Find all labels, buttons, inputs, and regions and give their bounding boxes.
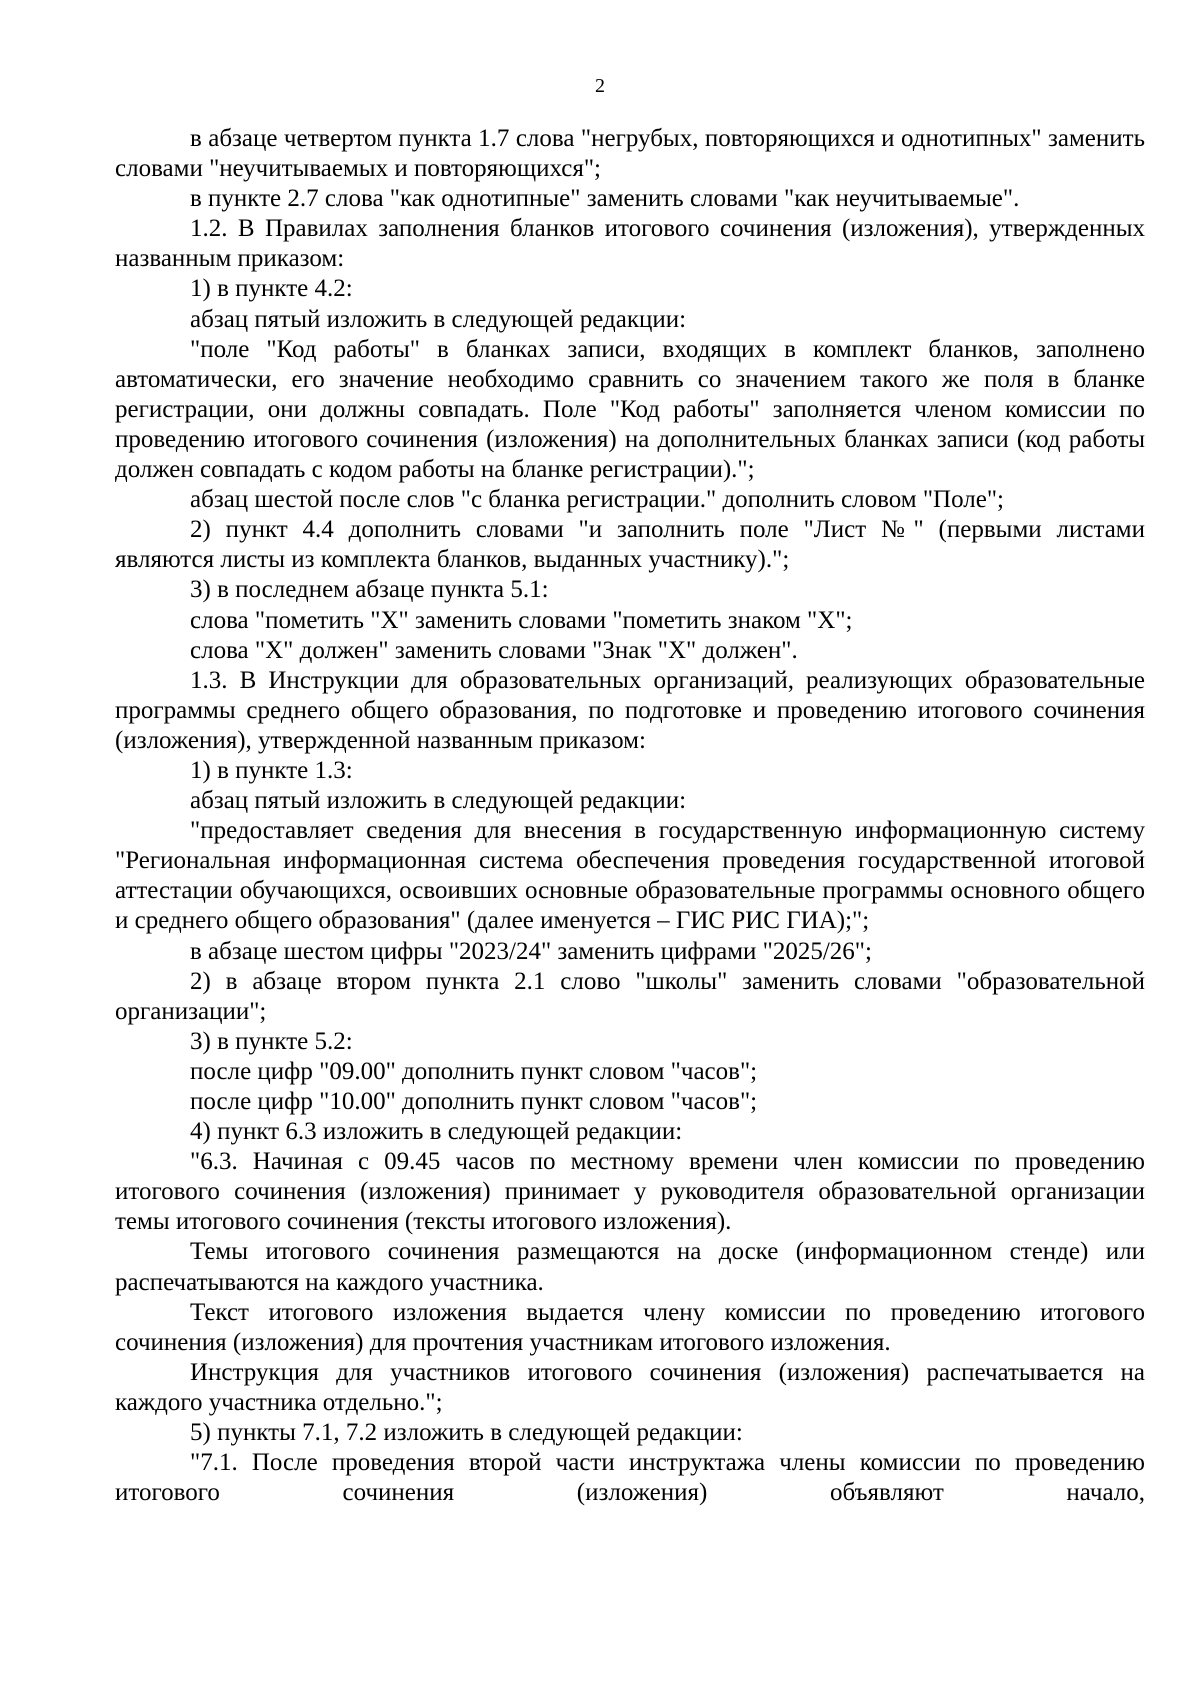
paragraph: "6.3. Начиная с 09.45 часов по местному времени член комиссии по проведению итогового сочинения (изложения) принимает у руководителя образовательной организации темы итогового сочинения (тексты итогового изложения). [115,1148,1145,1236]
paragraph: 1.2. В Правилах заполнения бланков итогового сочинения (изложения), утвержденных названным приказом: [115,215,1145,273]
paragraph: Инструкция для участников итогового сочинения (изложения) распечатывается на каждого участника отдельно."; [115,1358,1145,1416]
paragraph: 3) в последнем абзаце пункта 5.1: [190,576,549,604]
paragraph: после цифр "10.00" дополнить пункт словом "часов"; [190,1088,758,1115]
paragraph: 1) в пункте 4.2: [190,275,353,303]
paragraph: абзац шестой после слов "с бланка регистрации." дополнить словом "Поле"; [190,486,1004,514]
paragraph: 4) пункт 6.3 изложить в следующей редакции: [190,1118,683,1146]
paragraph: в абзаце четвертом пункта 1.7 слова "негрубых, повторяющихся и однотипных" заменить словами "неучитываемых и повторяющихся"; [115,125,1145,183]
paragraph: "поле "Код работы" в бланках записи, входящих в комплект бланков, заполнено автоматически, его значение необходимо сравнить со значением такого же поля в бланке регистрации, они должны совпадать. Поле "Код работы" заполняется членом комиссии по проведению итогового сочинения (изложения) на дополнительных бланках записи (код работы должен совпадать с кодом работы на бланке регистрации)."; [115,335,1145,484]
paragraph: "предоставляет сведения для внесения в государственную информационную систему "Региональная информационная система обеспечения проведения государственной итоговой аттестации обучающихся, освоивших основные образовательные программы основного общего и среднего общего образования" (далее именуется – ГИС РИС ГИА);"; [115,817,1145,935]
paragraph: абзац пятый изложить в следующей редакции: [190,305,687,333]
paragraph: 3) в пункте 5.2: [190,1027,353,1055]
paragraph: в абзаце шестом цифры "2023/24" заменить цифрами "2025/26"; [190,937,872,965]
page-number: 2 [595,75,605,97]
paragraph: Текст итогового изложения выдается члену комиссии по проведению итогового сочинения (изложения) для прочтения участникам итогового изложения. [115,1298,1145,1356]
paragraph: слова "пометить "X" заменить словами "пометить знаком "X"; [190,606,853,634]
paragraph: 2) в абзаце втором пункта 2.1 слово "школы" заменить словами "образовательной организации"; [115,967,1145,1025]
document-body [115,124,1145,1508]
paragraph: 1) в пункте 1.3: [190,756,353,784]
paragraph: абзац пятый изложить в следующей редакции: [190,787,687,815]
paragraph: "7.1. После проведения второй части инструктажа члены комиссии по проведению итогового сочинения (изложения) объявляют начало, [115,1449,1145,1507]
paragraph: в пункте 2.7 слова "как однотипные" заменить словами "как неучитываемые". [190,185,1020,213]
paragraph: после цифр "09.00" дополнить пункт словом "часов"; [190,1057,758,1085]
paragraph: 2) пункт 4.4 дополнить словами "и заполнить поле "Лист №" (первыми листами являются листы из комплекта бланков, выданных участнику)."; [115,516,1145,574]
paragraph: Темы итогового сочинения размещаются на доске (информационном стенде) или распечатываются на каждого участника. [115,1238,1145,1296]
paragraph: 5) пункты 7.1, 7.2 изложить в следующей редакции: [190,1419,743,1447]
paragraph: слова "X" должен" заменить словами "Знак "X" должен". [190,636,798,664]
paragraph: 1.3. В Инструкции для образовательных организаций, реализующих образовательные программы среднего общего образования, по подготовке и проведению итогового сочинения (изложения), утвержденной названным приказом: [115,666,1145,754]
